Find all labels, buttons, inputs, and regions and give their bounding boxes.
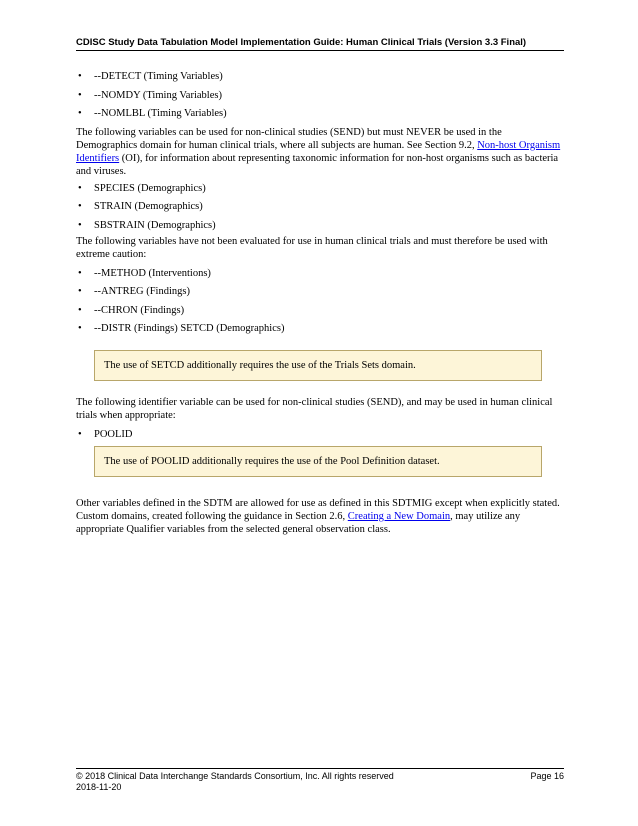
list-item: • --DETECT (Timing Variables) [78, 71, 223, 82]
list-item: • --NOMLBL (Timing Variables) [78, 108, 227, 119]
page-number: Page 16 [530, 771, 564, 781]
bullet-icon: • [78, 71, 82, 82]
note-box-setcd: The use of SETCD additionally requires the use of the Trials Sets domain. [94, 350, 542, 381]
bullet-icon: • [78, 201, 82, 212]
page-body [76, 70, 564, 540]
link-non-host-organism-identifiers[interactable]: Non-host Organism Identifiers [76, 139, 561, 164]
list-item: • STRAIN (Demographics) [78, 201, 203, 212]
footer-divider [76, 768, 564, 769]
list-item: • --METHOD (Interventions) [78, 267, 211, 279]
paragraph-identifier-variable: The following identifier variable can be used for non-clinical studies (SEND), and may be used in human clinical trials when appropriate: [76, 397, 553, 421]
list-item: • POOLID [78, 429, 133, 440]
list-item: • SPECIES (Demographics) [78, 182, 206, 194]
bullet-icon: • [78, 323, 82, 334]
bullet-icon: • [78, 219, 82, 231]
bullet-icon: • [78, 429, 82, 440]
bullet-icon: • [78, 182, 82, 194]
list-item: • --ANTREG (Findings) [78, 286, 190, 297]
bullet-icon: • [78, 89, 82, 101]
publication-date: 2018-11-20 [76, 782, 122, 792]
list-item: • --CHRON (Findings) [78, 304, 185, 316]
paragraph-non-clinical-variables: The following variables can be used for non-clinical studies (SEND) but must NEVER be used in the Demographics domain for human clinical trials, where all subjects are human. See Section 9.2, Non-host Organism Identifiers (OI), for information about representing taxonomic information for non-host organisms such as bacteria and viruses. [76, 126, 561, 177]
list-item: • SBSTRAIN (Demographics) [78, 219, 216, 231]
header-divider [76, 50, 564, 51]
list-item: • --NOMDY (Timing Variables) [78, 89, 222, 101]
copyright-notice: © 2018 Clinical Data Interchange Standards Consortium, Inc. All rights reserved [76, 771, 394, 781]
bullet-icon: • [78, 108, 82, 119]
bullet-icon: • [78, 304, 82, 316]
paragraph-caution: The following variables have not been evaluated for use in human clinical trials and must therefore be used with extreme caution: [76, 235, 548, 260]
note-box-poolid: The use of POOLID additionally requires the use of the Pool Definition dataset. [94, 446, 542, 477]
list-item: • --DISTR (Findings) SETCD (Demographics) [78, 323, 285, 334]
bullet-icon: • [78, 267, 82, 279]
page-header: CDISC Study Data Tabulation Model Implementation Guide: Human Clinical Trials (Version 3.3 Final) [76, 37, 527, 48]
paragraph-other-variables: Other variables defined in the SDTM are allowed for use as defined in this SDTMIG except when explicitly stated. Custom domains, created following the guidance in Section 2.6, Creating a New Domain, may utilize any appropriate Qualifier variables from the selected general observation class. [76, 498, 560, 535]
bullet-icon: • [78, 286, 82, 297]
link-creating-a-new-domain[interactable]: Creating a New Domain [347, 511, 451, 522]
